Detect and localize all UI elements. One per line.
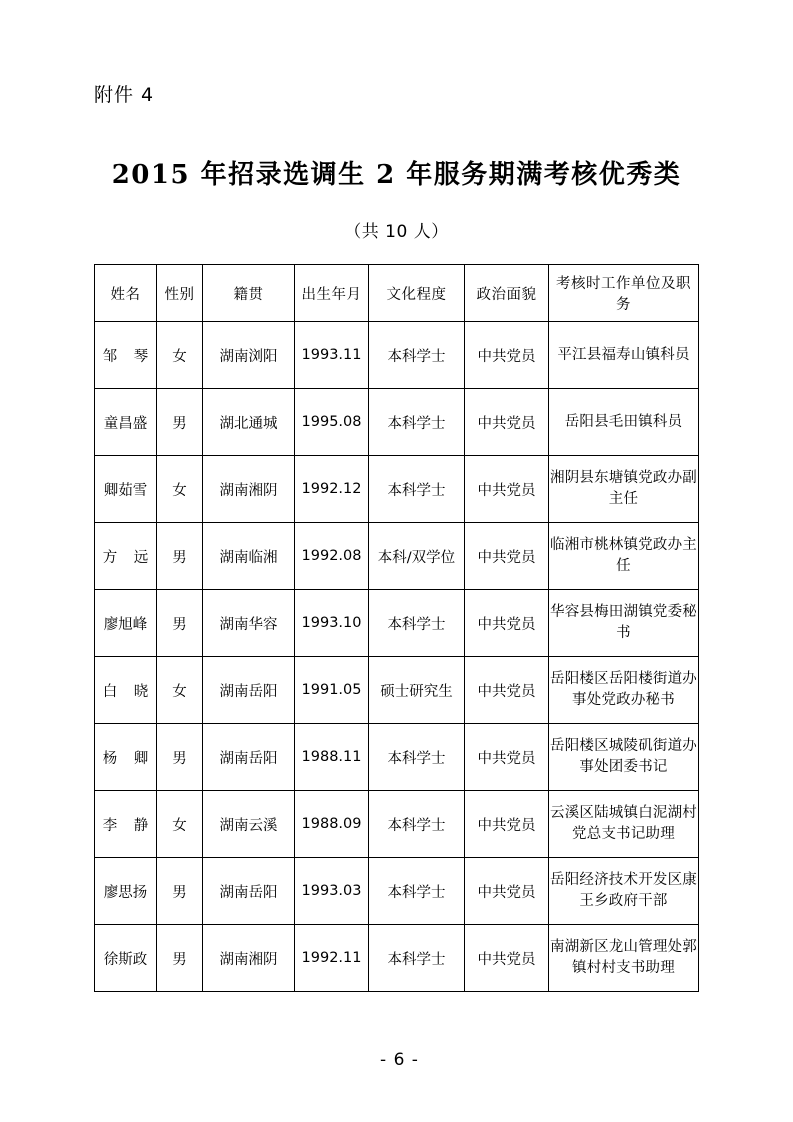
cell-name: 方 远 [95, 523, 157, 590]
cell-name: 卿茹雪 [95, 456, 157, 523]
cell-name: 杨 卿 [95, 724, 157, 791]
column-header-job: 考核时工作单位及职务 [549, 265, 699, 322]
cell-gender: 男 [157, 858, 203, 925]
table-row [95, 858, 699, 925]
cell-job: 平江县福寿山镇科员 [549, 322, 699, 389]
column-header-origin: 籍贯 [203, 265, 295, 322]
cell-job: 湘阴县东塘镇党政办副主任 [549, 456, 699, 523]
table-row [95, 590, 699, 657]
cell-origin: 湖南华容 [203, 590, 295, 657]
cell-name: 徐斯政 [95, 925, 157, 992]
table-row [95, 523, 699, 590]
column-header-party: 政治面貌 [465, 265, 549, 322]
cell-name: 童昌盛 [95, 389, 157, 456]
page-subtitle: （共 10 人） [344, 222, 449, 243]
table-row [95, 389, 699, 456]
cell-origin: 湖南云溪 [203, 791, 295, 858]
cell-name: 白 晓 [95, 657, 157, 724]
cell-party: 中共党员 [465, 724, 549, 791]
column-header-name: 姓名 [95, 265, 157, 322]
cell-job: 临湘市桃林镇党政办主任 [549, 523, 699, 590]
cell-birth: 1992.08 [295, 523, 369, 590]
cell-origin: 湖南湘阴 [203, 925, 295, 992]
cell-job: 岳阳经济技术开发区康王乡政府干部 [549, 858, 699, 925]
page-number: - 6 - [380, 1050, 419, 1070]
cell-party: 中共党员 [465, 657, 549, 724]
cell-education: 本科学士 [369, 456, 465, 523]
cell-gender: 男 [157, 724, 203, 791]
table-row [95, 657, 699, 724]
cell-gender: 男 [157, 523, 203, 590]
cell-education: 本科学士 [369, 724, 465, 791]
table-header-row [95, 265, 699, 322]
column-header-education: 文化程度 [369, 265, 465, 322]
cell-birth: 1991.05 [295, 657, 369, 724]
table-row [95, 456, 699, 523]
cell-party: 中共党员 [465, 791, 549, 858]
cell-party: 中共党员 [465, 925, 549, 992]
cell-origin: 湖南岳阳 [203, 657, 295, 724]
cell-party: 中共党员 [465, 322, 549, 389]
cell-origin: 湖南湘阴 [203, 456, 295, 523]
cell-birth: 1993.03 [295, 858, 369, 925]
page-title: 2015 年招录选调生 2 年服务期满考核优秀类 [111, 160, 682, 190]
cell-origin: 湖南岳阳 [203, 858, 295, 925]
cell-job: 云溪区陆城镇白泥湖村党总支书记助理 [549, 791, 699, 858]
cell-gender: 女 [157, 322, 203, 389]
cell-name: 邹 琴 [95, 322, 157, 389]
cell-education: 本科学士 [369, 791, 465, 858]
cell-birth: 1988.09 [295, 791, 369, 858]
cell-party: 中共党员 [465, 858, 549, 925]
cell-gender: 女 [157, 456, 203, 523]
cell-education: 硕士研究生 [369, 657, 465, 724]
cell-origin: 湖南临湘 [203, 523, 295, 590]
table-row [95, 791, 699, 858]
table-row [95, 925, 699, 992]
cell-gender: 男 [157, 925, 203, 992]
table-row [95, 724, 699, 791]
cell-birth: 1988.11 [295, 724, 369, 791]
cell-education: 本科学士 [369, 590, 465, 657]
cell-job: 岳阳楼区城陵矶街道办事处团委书记 [549, 724, 699, 791]
cell-birth: 1992.11 [295, 925, 369, 992]
cell-job: 岳阳楼区岳阳楼街道办事处党政办秘书 [549, 657, 699, 724]
column-header-birth: 出生年月 [295, 265, 369, 322]
attachment-label: 附件 4 [94, 84, 155, 106]
cell-gender: 女 [157, 657, 203, 724]
cell-job: 岳阳县毛田镇科员 [549, 389, 699, 456]
cell-name: 廖旭峰 [95, 590, 157, 657]
cell-name: 廖思扬 [95, 858, 157, 925]
table-row [95, 322, 699, 389]
cell-origin: 湖南岳阳 [203, 724, 295, 791]
cell-origin: 湖南浏阳 [203, 322, 295, 389]
cell-origin: 湖北通城 [203, 389, 295, 456]
cell-party: 中共党员 [465, 456, 549, 523]
cell-party: 中共党员 [465, 389, 549, 456]
cell-education: 本科学士 [369, 858, 465, 925]
cell-gender: 女 [157, 791, 203, 858]
cell-birth: 1995.08 [295, 389, 369, 456]
cell-birth: 1993.11 [295, 322, 369, 389]
cell-birth: 1992.12 [295, 456, 369, 523]
cell-education: 本科学士 [369, 925, 465, 992]
cell-name: 李 静 [95, 791, 157, 858]
cell-job: 华容县梅田湖镇党委秘书 [549, 590, 699, 657]
roster-table [94, 264, 699, 992]
cell-job: 南湖新区龙山管理处郭镇村村支书助理 [549, 925, 699, 992]
cell-party: 中共党员 [465, 590, 549, 657]
cell-education: 本科学士 [369, 322, 465, 389]
cell-birth: 1993.10 [295, 590, 369, 657]
cell-education: 本科学士 [369, 389, 465, 456]
cell-party: 中共党员 [465, 523, 549, 590]
cell-gender: 男 [157, 389, 203, 456]
cell-gender: 男 [157, 590, 203, 657]
cell-education: 本科/双学位 [369, 523, 465, 590]
column-header-gender: 性别 [157, 265, 203, 322]
